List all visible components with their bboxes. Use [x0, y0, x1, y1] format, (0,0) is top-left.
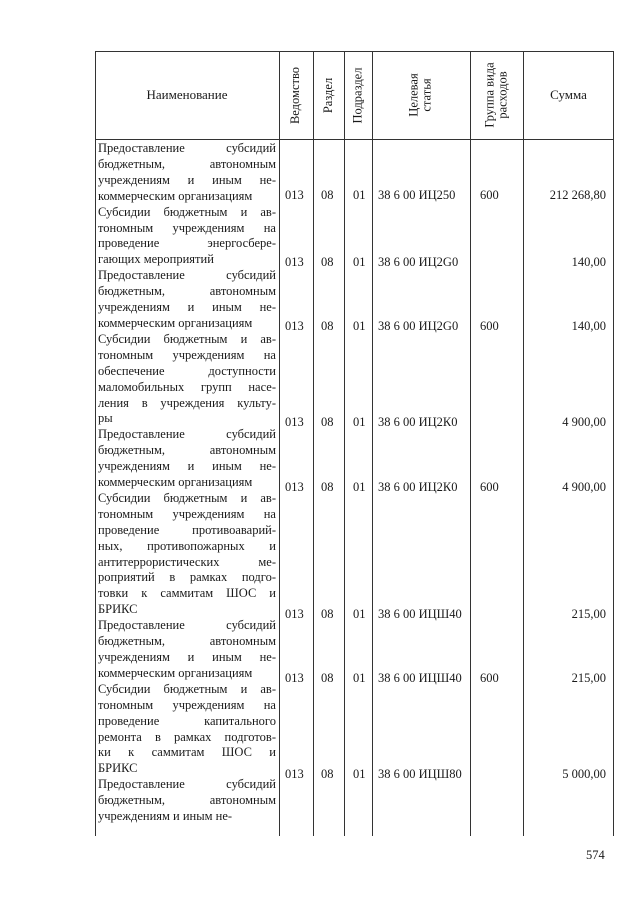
name-line: проведение капитального	[98, 713, 276, 728]
name-line: бюджетным, автономным	[98, 793, 276, 808]
name-column	[98, 141, 276, 825]
summa-cell: 215,00	[571, 671, 606, 685]
razdel-cell: 08	[321, 480, 334, 494]
summa-cell: 5 000,00	[562, 767, 606, 781]
name-line: ки к саммитам ШОС и	[98, 745, 276, 760]
name-line: Субсидии бюджетным и ав-	[98, 204, 276, 219]
column-header-podrazdel: Подраздел	[350, 67, 365, 123]
celevaya-statya-cell: 38 6 00 ИЦШ40	[378, 607, 462, 621]
column-header-vedomstvo: Ведомство	[288, 66, 303, 124]
name-line: маломобильных групп насе-	[98, 379, 276, 394]
podrazdel-cell: 01	[353, 480, 366, 494]
name-line: бюджетным, автономным	[98, 443, 276, 458]
podrazdel-cell: 01	[353, 255, 366, 269]
summa-cell: 4 900,00	[562, 415, 606, 429]
name-line: учреждениям и иным не-	[98, 809, 233, 824]
page-number: 574	[586, 848, 605, 862]
name-line: гающих мероприятий	[98, 252, 214, 267]
name-line: тономным учреждениям на	[98, 347, 276, 362]
razdel-cell: 08	[321, 255, 334, 269]
celevaya-statya-cell: 38 6 00 ИЦ2G0	[378, 319, 459, 333]
gruppa-cell: 600	[480, 480, 499, 494]
celevaya-statya-cell: 38 6 00 ИЦ2К0	[378, 480, 458, 494]
name-line: Предоставление субсидий	[98, 427, 276, 442]
budget-table	[95, 51, 614, 836]
column-header-gruppa-vida-raskhodov: Группа вида расходов	[482, 62, 510, 128]
name-line: бюджетным, автономным	[98, 284, 276, 299]
name-line: Субсидии бюджетным и ав-	[98, 681, 276, 696]
vedomstvo-cell: 013	[285, 480, 304, 494]
name-line: ры	[98, 411, 113, 426]
vedomstvo-cell: 013	[285, 607, 304, 621]
name-line: учреждениям и иным не-	[98, 172, 276, 187]
name-line: учреждениям и иным не-	[98, 650, 276, 664]
name-line: тономным учреждениям на	[98, 697, 276, 712]
name-line: Предоставление субсидий	[98, 618, 276, 633]
vedomstvo-cell: 013	[285, 671, 304, 685]
name-line: тономным учреждениям на	[98, 220, 276, 235]
celevaya-statya-cell: 38 6 00 ИЦ250	[378, 188, 456, 202]
name-line: антитеррористических ме-	[98, 554, 276, 569]
razdel-cell: 08	[321, 767, 334, 781]
podrazdel-cell: 01	[353, 767, 366, 781]
name-line: роприятий в рамках подго-	[98, 570, 276, 585]
vedomstvo-cell: 013	[285, 415, 304, 429]
razdel-cell: 08	[321, 607, 334, 621]
gruppa-cell: 600	[480, 319, 499, 333]
name-line: обеспечение доступности	[98, 363, 276, 378]
podrazdel-cell: 01	[353, 671, 366, 685]
razdel-cell: 08	[321, 319, 334, 333]
podrazdel-cell: 01	[353, 415, 366, 429]
name-line: коммерческим организациям	[98, 315, 253, 330]
name-line: ления в учреждения культу-	[98, 395, 276, 410]
column-header-summa: Сумма	[550, 87, 587, 102]
name-line: товки к саммитам ШОС и	[98, 586, 276, 601]
razdel-cell: 08	[321, 415, 334, 429]
vedomstvo-cell: 013	[285, 255, 304, 269]
celevaya-statya-cell: 38 6 00 ИЦ2G0	[378, 255, 459, 269]
name-line: Субсидии бюджетным и ав-	[98, 490, 276, 505]
name-line: учреждениям и иным не-	[98, 459, 276, 474]
name-line: коммерческим организациям	[98, 188, 253, 203]
name-line: БРИКС	[98, 602, 138, 617]
gruppa-cell: 600	[480, 671, 499, 685]
vedomstvo-cell: 013	[285, 767, 304, 781]
name-line: БРИКС	[98, 761, 138, 776]
column-header-celevaya-statya: Целевая статья	[407, 73, 434, 117]
name-line: проведение энергосбере-	[98, 236, 276, 251]
name-line: Предоставление субсидий	[98, 268, 276, 283]
vedomstvo-cell: 013	[285, 188, 304, 202]
name-line: Предоставление субсидий	[98, 777, 276, 792]
podrazdel-cell: 01	[353, 319, 366, 333]
summa-cell: 212 268,80	[549, 188, 606, 202]
name-line: Предоставление субсидий	[98, 141, 276, 155]
vedomstvo-cell: 013	[285, 319, 304, 333]
name-line: коммерческим организациям	[98, 665, 253, 680]
name-line: бюджетным, автономным	[98, 634, 276, 649]
name-line: ремонта в рамках подготов-	[98, 729, 276, 744]
celevaya-statya-cell: 38 6 00 ИЦ2К0	[378, 415, 458, 429]
razdel-cell: 08	[321, 188, 334, 202]
summa-cell: 4 900,00	[562, 480, 606, 494]
name-line: ных, противопожарных и	[98, 538, 276, 553]
name-line: тономным учреждениям на	[98, 506, 276, 521]
name-line: бюджетным, автономным	[98, 156, 276, 171]
podrazdel-cell: 01	[353, 607, 366, 621]
gruppa-cell: 600	[480, 188, 499, 202]
name-line: коммерческим организациям	[98, 475, 253, 490]
name-line: Субсидии бюджетным и ав-	[98, 331, 276, 346]
column-header-razdel: Раздел	[321, 77, 336, 113]
summa-cell: 215,00	[571, 607, 606, 621]
celevaya-statya-cell: 38 6 00 ИЦШ40	[378, 671, 462, 685]
name-line: проведение противоаварий-	[98, 522, 276, 537]
razdel-cell: 08	[321, 671, 334, 685]
column-header-name: Наименование	[146, 87, 228, 102]
podrazdel-cell: 01	[353, 188, 366, 202]
celevaya-statya-cell: 38 6 00 ИЦШ80	[378, 767, 462, 781]
summa-cell: 140,00	[571, 319, 606, 333]
name-line: учреждениям и иным не-	[98, 300, 276, 315]
summa-cell: 140,00	[571, 255, 606, 269]
